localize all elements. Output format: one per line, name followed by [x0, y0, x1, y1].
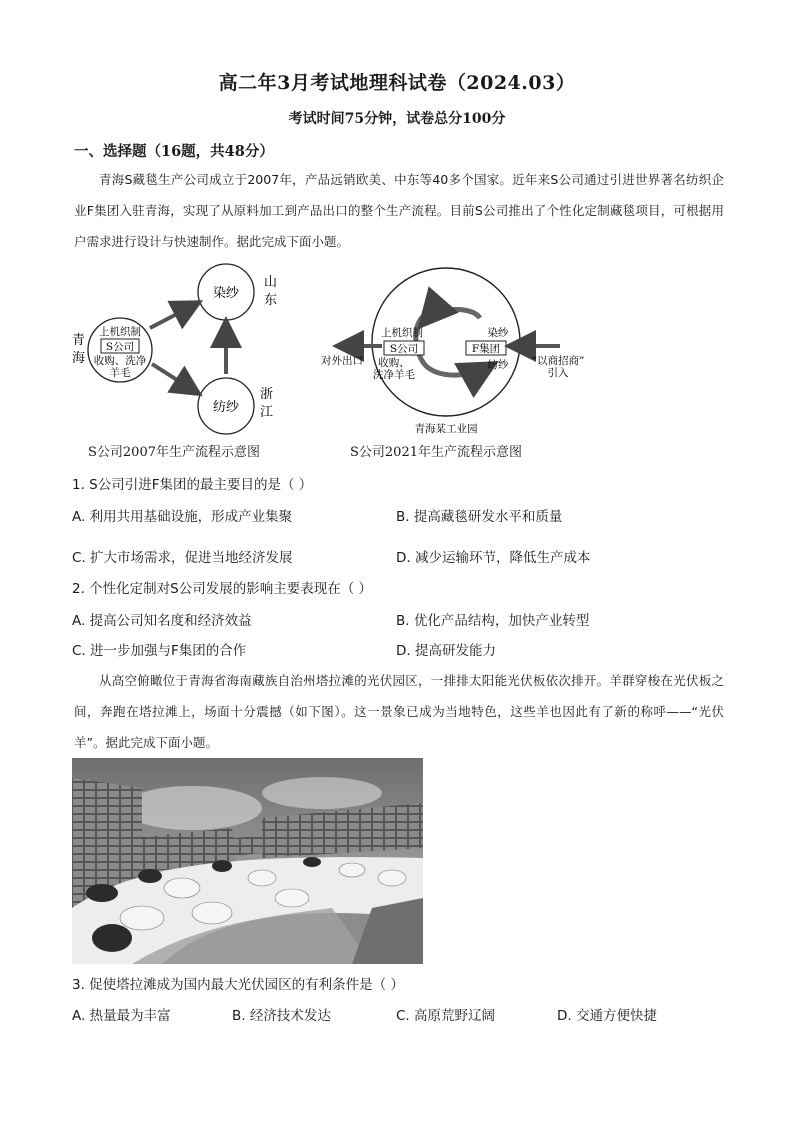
exam-title: 高二年3月考试地理科试卷（2024.03） [218, 72, 576, 94]
park-label: 青海某工业园 [414, 423, 478, 435]
q2-stem: 2. 个性化定制对S公司发展的影响主要表现在（ ） [72, 581, 373, 597]
q2-option-a[interactable]: A. 提高公司知名度和经济效益 [72, 613, 252, 629]
q1-stem: 1. S公司引进F集团的最主要目的是（ ） [72, 477, 313, 493]
q1-option-a[interactable]: A. 利用共用基础设施，形成产业集聚 [72, 509, 293, 525]
passage-1-text: 青海S藏毯生产公司成立于2007年，产品远销欧美、中东等40多个国家。近年来S公司通过引进世界著名纺织企业F集团入驻青海，实现了从原料加工到产品出口的整个生产流程。目前S公司推出了个性化定制藏毯项目，可根据用户需求进行设计与快速制作。据此完成下面小题。 [74, 172, 724, 249]
q1-option-c[interactable]: C. 扩大市场需求，促进当地经济发展 [72, 550, 293, 566]
q1-option-b[interactable]: B. 提高藏毯研发水平和质量 [396, 509, 563, 525]
f-top-label: 染纱 [487, 327, 509, 339]
node-spin-label: 纺纱 [212, 400, 240, 415]
arrow-to-spin [152, 364, 196, 392]
s21-box-label: S公司 [389, 343, 419, 355]
section-heading: 一、选择题（16题，共48分） [74, 143, 274, 160]
label-zhejiang-1: 浙 [260, 387, 274, 402]
s21-line4: 洗净羊毛 [373, 369, 415, 381]
q2-option-c[interactable]: C. 进一步加强与F集团的合作 [72, 643, 247, 659]
q3-option-d[interactable]: D. 交通方便快捷 [557, 1008, 657, 1024]
q3-option-a[interactable]: A. 热量最为丰富 [72, 1008, 171, 1024]
s-line1: 上机织制 [99, 326, 141, 338]
invest-label-2: 引入 [547, 367, 569, 379]
label-shandong-2: 东 [264, 293, 278, 308]
s-line3: 收购、洗净 [93, 355, 147, 367]
q3-stem: 3. 促使塔拉滩成为国内最大光伏园区的有利条件是（ ） [72, 977, 404, 993]
label-qinghai-2: 海 [72, 351, 86, 366]
caption-2007: S公司2007年生产流程示意图 [88, 445, 260, 460]
s-line4: 羊毛 [109, 367, 131, 379]
diagram-2021 [318, 266, 585, 438]
s21-line1: 上机织制 [381, 327, 423, 339]
f-bottom-label: 纺纱 [487, 359, 509, 371]
export-label: 对外出口 [321, 355, 363, 367]
f-box-label: F集团 [471, 343, 501, 355]
s21-line3: 收购、 [378, 357, 410, 369]
passage-2-text: 从高空俯瞰位于青海省海南藏族自治州塔拉滩的光伏园区，一排排太阳能光伏板依次排开。羊群穿梭在光伏板之间，奔跑在塔拉滩上，场面十分震撼（如下图）。这一景象已成为当地特色，这些羊也因此有了新的称呼——“光伏羊”。据此完成下面小题。 [74, 673, 724, 750]
q2-option-b[interactable]: B. 优化产品结构，加快产业转型 [396, 613, 590, 629]
photo-solar-sheep [72, 758, 423, 964]
q3-option-c[interactable]: C. 高原荒野辽阔 [396, 1008, 496, 1024]
passage-2 [74, 665, 724, 758]
diagram-2007 [60, 262, 290, 432]
s-box-label: S公司 [105, 341, 135, 353]
arrow-to-s [150, 304, 196, 328]
q2-option-d[interactable]: D. 提高研发能力 [396, 643, 496, 659]
invest-label-1: “以商招商” [531, 355, 585, 367]
label-qinghai-1: 青 [72, 333, 86, 348]
label-zhejiang-2: 江 [260, 405, 274, 420]
exam-subtitle: 考试时间75分钟，试卷总分100分 [288, 111, 506, 127]
label-shandong-1: 山 [264, 275, 278, 290]
q3-option-b[interactable]: B. 经济技术发达 [232, 1008, 331, 1024]
caption-2021: S公司2021年生产流程示意图 [350, 445, 522, 460]
passage-1 [74, 164, 724, 257]
node-dye-label: 染纱 [212, 286, 240, 301]
q1-option-d[interactable]: D. 减少运输环节，降低生产成本 [396, 550, 591, 566]
